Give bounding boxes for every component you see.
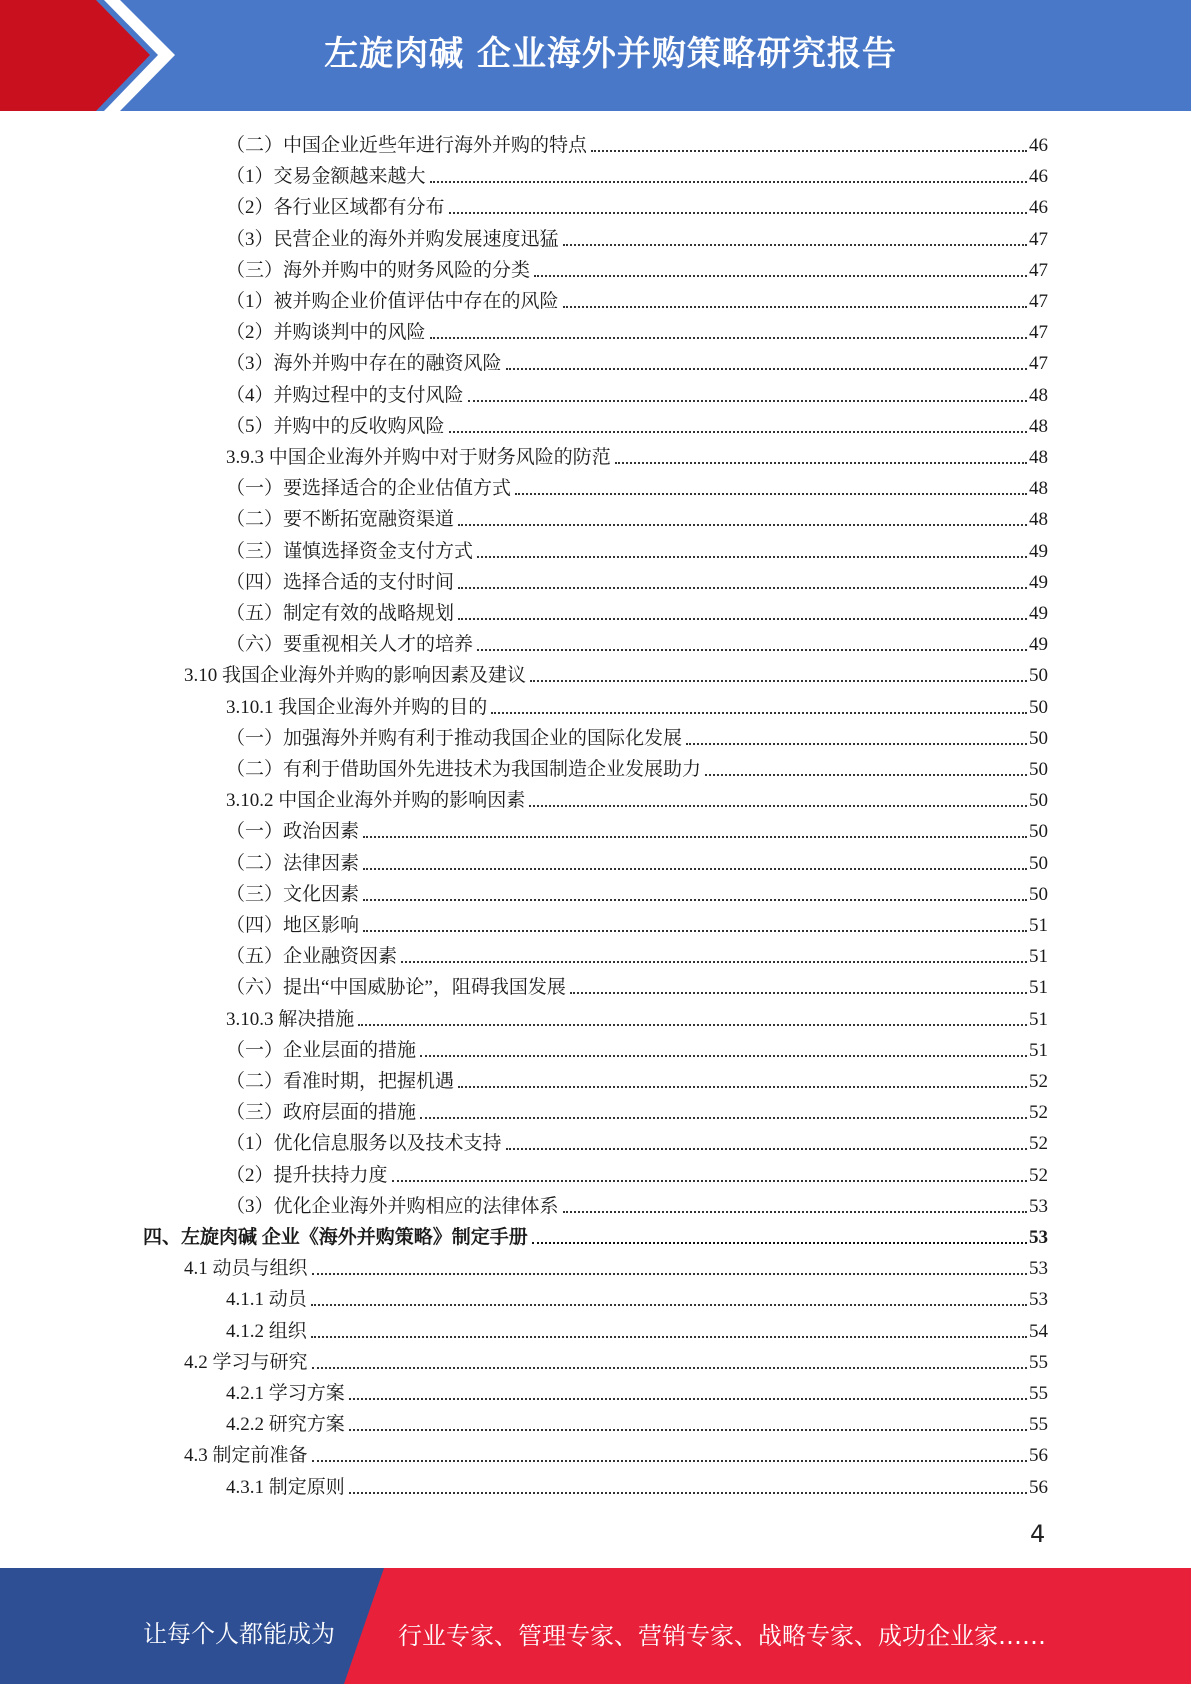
- toc-dot-leader: [506, 368, 1027, 370]
- page-number: 4: [1030, 1520, 1046, 1548]
- toc-entry[interactable]: [226, 252, 1048, 283]
- toc-dot-leader: [312, 1273, 1027, 1275]
- toc-dot-leader: [491, 712, 1027, 714]
- toc-entry[interactable]: [226, 1157, 1048, 1188]
- toc-entry[interactable]: [226, 1032, 1048, 1063]
- toc-entry-label: （三）文化因素: [226, 883, 360, 905]
- toc-dot-leader: [420, 1117, 1027, 1119]
- report-title: 左旋肉碱 企业海外并购策略研究报告: [324, 34, 897, 74]
- toc-entry-label: （四）地区影响: [226, 915, 360, 936]
- toc-entry-page: 46: [1029, 166, 1048, 188]
- toc-entry-label: （1）交易金额越来越大: [226, 166, 426, 188]
- toc-entry-label: （二）要不断拓宽融资渠道: [226, 509, 455, 531]
- toc-dot-leader: [563, 1211, 1027, 1213]
- toc-dot-leader: [311, 1336, 1027, 1338]
- toc-dot-leader: [349, 1398, 1027, 1400]
- toc-dot-leader: [312, 1460, 1027, 1462]
- toc-dot-leader: [430, 181, 1027, 183]
- toc-entry[interactable]: [184, 1344, 1048, 1375]
- toc-entry-page: 49: [1029, 571, 1048, 593]
- toc-dot-leader: [349, 1492, 1027, 1494]
- footer-slogan-left: 让每个人都能成为: [143, 1620, 335, 1648]
- toc-dot-leader: [363, 899, 1027, 901]
- toc-entry[interactable]: [226, 345, 1048, 376]
- toc-entry-page: 51: [1029, 977, 1048, 999]
- toc-entry-label: （2）提升扶持力度: [226, 1164, 388, 1186]
- toc-entry[interactable]: [184, 1250, 1048, 1281]
- toc-dot-leader: [420, 1055, 1027, 1057]
- toc-entry-page: 54: [1029, 1320, 1048, 1342]
- toc-entry[interactable]: [143, 1219, 1048, 1250]
- toc-entry-label: （五）制定有效的战略规划: [226, 603, 455, 624]
- toc-entry-page: 50: [1029, 852, 1048, 874]
- toc-entry-label: （2）各行业区域都有分布: [226, 197, 445, 219]
- toc-entry-label: （二）有利于借助国外先进技术为我国制造企业发展助力: [226, 759, 702, 780]
- toc-entry-label: （2）并购谈判中的风险: [226, 322, 426, 344]
- toc-entry-page: 47: [1029, 259, 1048, 281]
- toc-dot-leader: [705, 774, 1027, 776]
- toc-entry[interactable]: [226, 408, 1048, 439]
- toc-entry-page: 51: [1029, 915, 1048, 936]
- toc-entry-label: （五）企业融资因素: [226, 946, 398, 968]
- toc-entry-page: 55: [1029, 1414, 1048, 1436]
- toc-entry[interactable]: [226, 782, 1048, 813]
- toc-entry-page: 50: [1029, 665, 1048, 687]
- toc-entry[interactable]: [226, 533, 1048, 564]
- toc-dot-leader: [363, 868, 1027, 870]
- toc-entry-page: 49: [1029, 634, 1048, 656]
- toc-entry-label: 3.10 我国企业海外并购的影响因素及建议: [184, 665, 527, 687]
- toc-entry-page: 48: [1029, 478, 1048, 500]
- toc-dot-leader: [363, 930, 1027, 932]
- toc-entry-page: 53: [1029, 1289, 1048, 1311]
- toc-entry[interactable]: [226, 626, 1048, 657]
- toc-entry-label: （二）中国企业近些年进行海外并购的特点: [226, 135, 588, 156]
- toc-entry-label: （六）要重视相关人才的培养: [226, 634, 474, 656]
- toc-dot-leader: [686, 743, 1027, 745]
- toc-dot-leader: [563, 306, 1027, 308]
- toc-entry-page: 49: [1029, 540, 1048, 562]
- toc-dot-leader: [532, 1242, 1027, 1244]
- toc-entry-label: （一）加强海外并购有利于推动我国企业的国际化发展: [226, 727, 683, 749]
- toc-entry[interactable]: [226, 439, 1048, 470]
- toc-entry-page: 49: [1029, 603, 1048, 624]
- toc-entry[interactable]: [226, 1001, 1048, 1032]
- toc-entry-label: （3）优化企业海外并购相应的法律体系: [226, 1195, 559, 1217]
- toc-entry-page: 50: [1029, 759, 1048, 780]
- toc-dot-leader: [563, 244, 1027, 246]
- toc-entry-page: 50: [1029, 883, 1048, 905]
- toc-entry[interactable]: [226, 1281, 1048, 1312]
- toc-entry-label: （3）民营企业的海外并购发展速度迅猛: [226, 228, 559, 250]
- toc-entry-page: 50: [1029, 821, 1048, 843]
- toc-entry[interactable]: [226, 751, 1048, 782]
- toc-dot-leader: [363, 836, 1027, 838]
- toc-entry-label: （5）并购中的反收购风险: [226, 415, 445, 437]
- toc-dot-leader: [477, 649, 1027, 651]
- toc-entry-label: （一）政治因素: [226, 821, 360, 843]
- toc-entry-label: （二）法律因素: [226, 852, 360, 874]
- toc-dot-leader: [458, 587, 1027, 589]
- toc-entry-label: （4）并购过程中的支付风险: [226, 384, 464, 406]
- toc-entry-page: 51: [1029, 946, 1048, 968]
- toc-entry[interactable]: [226, 1188, 1048, 1219]
- toc-entry[interactable]: [226, 969, 1048, 1000]
- toc-entry-label: 3.10.2 中国企业海外并购的影响因素: [226, 790, 526, 812]
- toc-entry-page: 56: [1029, 1445, 1048, 1467]
- toc-entry[interactable]: [226, 845, 1048, 876]
- toc-entry[interactable]: [226, 158, 1048, 189]
- toc-entry[interactable]: [226, 1125, 1048, 1156]
- toc-dot-leader: [401, 961, 1027, 963]
- toc-entry-label: （1）优化信息服务以及技术支持: [226, 1133, 502, 1155]
- toc-entry[interactable]: [226, 907, 1048, 938]
- toc-entry-label: （3）海外并购中存在的融资风险: [226, 353, 502, 375]
- toc-dot-leader: [311, 1304, 1027, 1306]
- toc-dot-leader: [458, 524, 1027, 526]
- toc-entry-page: 56: [1029, 1476, 1048, 1498]
- toc-dot-leader: [349, 1429, 1027, 1431]
- toc-entry-page: 47: [1029, 291, 1048, 312]
- toc-entry[interactable]: [226, 720, 1048, 751]
- toc-entry-label: （三）谨慎选择资金支付方式: [226, 540, 474, 562]
- toc-dot-leader: [530, 680, 1027, 682]
- toc-entry-label: 4.1.1 动员: [226, 1289, 307, 1311]
- toc-entry-page: 52: [1029, 1133, 1048, 1155]
- toc-entry-label: 4.1.2 组织: [226, 1320, 307, 1342]
- toc-entry-page: 52: [1029, 1102, 1048, 1124]
- toc-entry-page: 50: [1029, 790, 1048, 812]
- toc-entry-page: 47: [1029, 228, 1048, 250]
- toc-entry-page: 52: [1029, 1071, 1048, 1092]
- toc-entry-label: （二）看准时期，把握机遇: [226, 1071, 455, 1092]
- toc-entry[interactable]: [226, 283, 1048, 314]
- toc-entry-page: 53: [1029, 1258, 1048, 1280]
- toc-dot-leader: [477, 556, 1027, 558]
- toc-entry[interactable]: [226, 314, 1048, 345]
- toc-entry-page: 47: [1029, 353, 1048, 375]
- toc-entry-label: 4.3.1 制定原则: [226, 1476, 345, 1498]
- toc-dot-leader: [312, 1367, 1027, 1369]
- toc-entry-page: 48: [1029, 384, 1048, 406]
- toc-dot-leader: [515, 493, 1027, 495]
- toc-entry-label: 4.3 制定前准备: [184, 1445, 308, 1467]
- toc-dot-leader: [506, 1148, 1027, 1150]
- toc-entry[interactable]: [226, 470, 1048, 501]
- toc-dot-leader: [449, 212, 1027, 214]
- toc-entry[interactable]: [226, 938, 1048, 969]
- toc-entry-page: 55: [1029, 1383, 1048, 1404]
- toc-dot-leader: [529, 805, 1027, 807]
- toc-entry-label: （六）提出“中国威胁论”，阻碍我国发展: [226, 977, 566, 999]
- toc-entry-label: 4.2.2 研究方案: [226, 1414, 345, 1436]
- toc-entry[interactable]: [226, 189, 1048, 220]
- toc-entry-page: 53: [1029, 1227, 1048, 1248]
- toc-entry[interactable]: [226, 221, 1048, 252]
- toc-entry-label: （一）企业层面的措施: [226, 1039, 417, 1061]
- toc-entry[interactable]: [184, 657, 1048, 688]
- toc-dot-leader: [449, 431, 1027, 433]
- toc-entry-page: 48: [1029, 447, 1048, 468]
- toc-entry-label: 四、左旋肉碱 企业《海外并购策略》制定手册: [143, 1227, 528, 1248]
- toc-entry-page: 48: [1029, 415, 1048, 437]
- toc-entry-label: （一）要选择适合的企业估值方式: [226, 478, 512, 500]
- toc-entry-page: 50: [1029, 727, 1048, 749]
- toc-dot-leader: [468, 400, 1027, 402]
- toc-entry-label: （1）被并购企业价值评估中存在的风险: [226, 291, 559, 312]
- toc-entry-label: 4.1 动员与组织: [184, 1258, 308, 1280]
- page-footer: [0, 1568, 1191, 1684]
- toc-entry-page: 48: [1029, 509, 1048, 531]
- toc-entry[interactable]: [226, 377, 1048, 408]
- toc-dot-leader: [534, 275, 1027, 277]
- toc-entry[interactable]: [226, 1094, 1048, 1125]
- page-header: [0, 0, 1191, 111]
- toc-entry-label: 3.9.3 中国企业海外并购中对于财务风险的防范: [226, 447, 611, 468]
- toc-dot-leader: [458, 618, 1027, 620]
- toc-entry[interactable]: [226, 501, 1048, 532]
- toc-entry[interactable]: [226, 689, 1048, 720]
- toc-entry[interactable]: [226, 595, 1048, 626]
- toc-entry[interactable]: [226, 564, 1048, 595]
- toc-entry[interactable]: [226, 1313, 1048, 1344]
- toc-entry-page: 51: [1029, 1008, 1048, 1030]
- toc-entry[interactable]: [226, 127, 1048, 158]
- toc-entry-label: 3.10.1 我国企业海外并购的目的: [226, 696, 488, 718]
- footer-slogan-right: 行业专家、管理专家、营销专家、战略专家、成功企业家……: [398, 1622, 1046, 1650]
- toc-entry-page: 46: [1029, 135, 1048, 156]
- toc-dot-leader: [570, 992, 1027, 994]
- toc-dot-leader: [430, 337, 1027, 339]
- toc-entry[interactable]: [226, 876, 1048, 907]
- toc-entry-page: 47: [1029, 322, 1048, 344]
- toc-entry-page: 51: [1029, 1039, 1048, 1061]
- toc-entry[interactable]: [226, 1375, 1048, 1406]
- toc-entry-page: 46: [1029, 197, 1048, 219]
- toc-entry[interactable]: [226, 1469, 1048, 1500]
- toc-entry[interactable]: [226, 813, 1048, 844]
- toc-entry-page: 53: [1029, 1195, 1048, 1217]
- toc-dot-leader: [591, 150, 1027, 152]
- toc-entry-label: 3.10.3 解决措施: [226, 1008, 355, 1030]
- toc-entry-label: （三）海外并购中的财务风险的分类: [226, 259, 531, 281]
- toc-dot-leader: [392, 1180, 1027, 1182]
- toc-entry-label: （四）选择合适的支付时间: [226, 571, 455, 593]
- toc-entry-label: （三）政府层面的措施: [226, 1102, 417, 1124]
- toc-entry-label: 4.2.1 学习方案: [226, 1383, 345, 1404]
- toc-entry[interactable]: [226, 1406, 1048, 1437]
- toc-dot-leader: [358, 1024, 1027, 1026]
- toc-entry-label: 4.2 学习与研究: [184, 1351, 308, 1373]
- toc-entry[interactable]: [184, 1437, 1048, 1468]
- toc-entry[interactable]: [226, 1063, 1048, 1094]
- toc-entry-page: 55: [1029, 1351, 1048, 1373]
- toc-entry-page: 50: [1029, 696, 1048, 718]
- toc-dot-leader: [458, 1086, 1027, 1088]
- toc-entry-page: 52: [1029, 1164, 1048, 1186]
- toc-dot-leader: [615, 462, 1027, 464]
